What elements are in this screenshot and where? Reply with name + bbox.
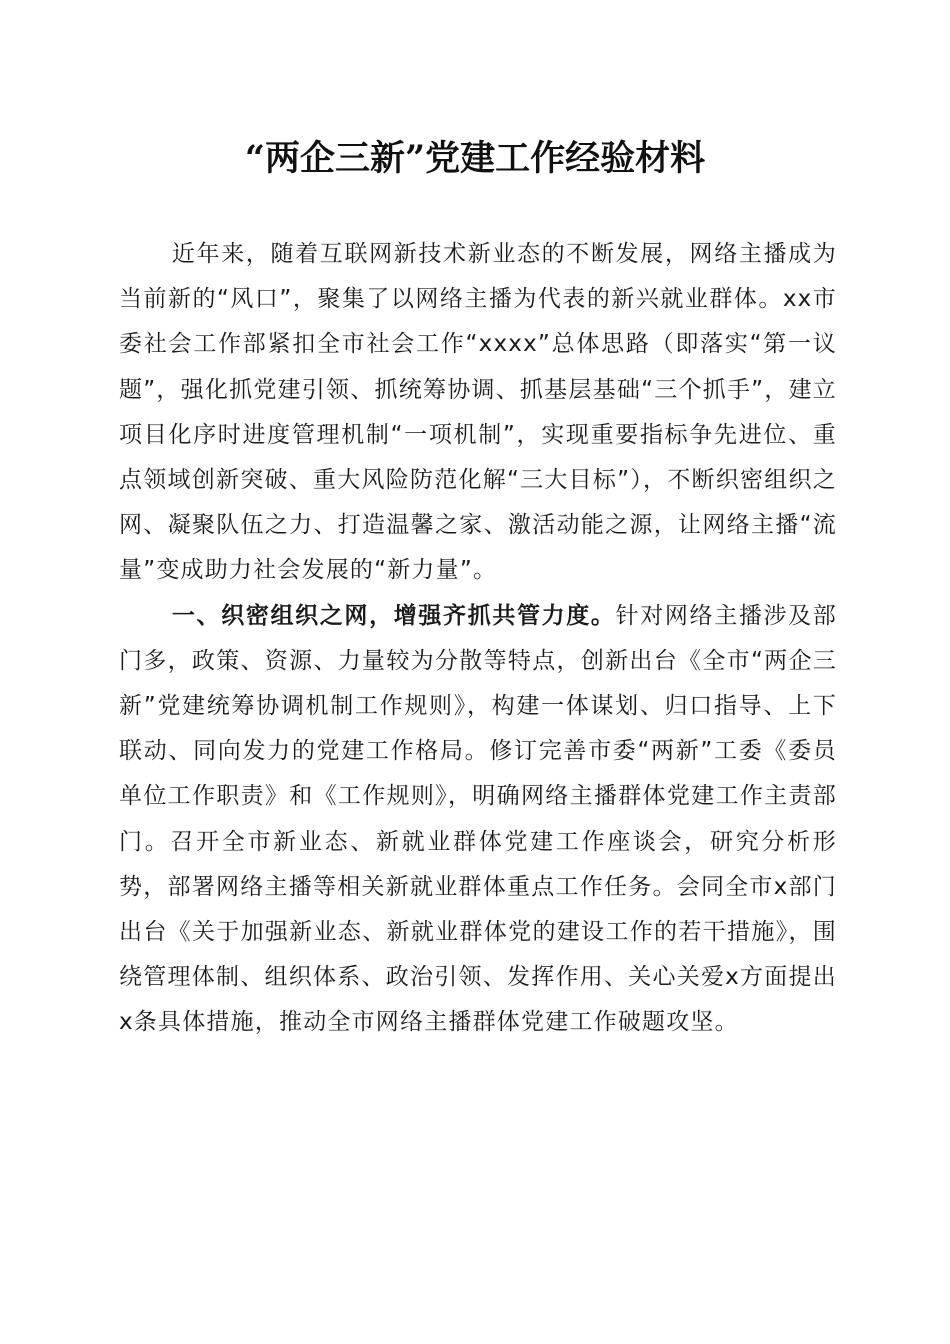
section-1-paragraph — [119, 594, 837, 1046]
document-title: “两企三新”党建工作经验材料 — [244, 138, 706, 179]
intro-paragraph: 近年来，随着互联网新技术新业态的不断发展，网络主播成为当前新的“风口”，聚集了以网络主播为代表的新兴就业群体。xx市委社会工作部紧扣全市社会工作“xxxx”总体思路（即落实“第一议题”，强化抓党建引领、抓统筹协调、抓基层基础“三个抓手”，建立项目化序时进度管理机制“一项机制”，实现重要指标争先进位、重点领域创新突破、重大风险防范化解“三大目标”），不断织密组织之网、凝聚队伍之力、打造温馨之家、激活动能之源，让网络主播“流量”变成助力社会发展的“新力量”。 — [119, 241, 837, 584]
section-1-heading: 一、织密组织之网，增强齐抓共管力度。 — [171, 602, 616, 629]
document-body — [119, 232, 837, 1046]
section-1-body: 针对网络主播涉及部门多，政策、资源、力量较为分散等特点，创新出台《全市“两企三新”党建统筹协调机制工作规则》，构建一体谋划、归口指导、上下联动、同向发力的党建工作格局。修订完善市委“两新”工委《委员单位工作职责》和《工作规则》，明确网络主播群体党建工作主责部门。召开全市新业态、新就业群体党建工作座谈会，研究分析形势，部署网络主播等相关新就业群体重点工作任务。会同全市x部门出台《关于加强新业态、新就业群体党的建设工作的若干措施》，围绕管理体制、组织体系、政治引领、发挥作用、关心关爱x方面提出x条具体措施，推动全市网络主播群体党建工作破题攻坚。 — [119, 602, 837, 1036]
